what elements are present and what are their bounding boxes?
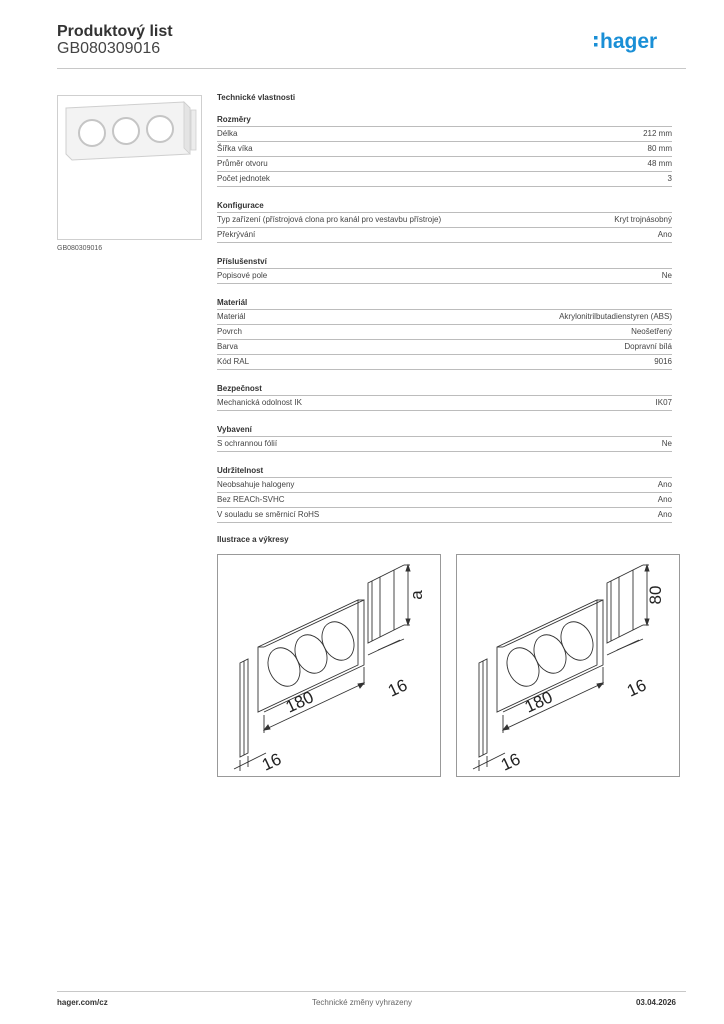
spec-label: Typ zařízení (přístrojová clona pro kanál pro vestavbu přístroje) xyxy=(217,215,442,224)
spec-row xyxy=(217,157,672,172)
spec-value: Ano xyxy=(657,230,672,239)
spec-value: 80 mm xyxy=(647,144,672,153)
spec-row xyxy=(217,142,672,157)
spec-row xyxy=(217,493,672,508)
footer-divider xyxy=(57,991,686,992)
hager-logo xyxy=(592,27,676,57)
section-safety xyxy=(217,382,672,411)
spec-row xyxy=(217,355,672,370)
spec-label: Překrývání xyxy=(217,230,256,239)
spec-value: 212 mm xyxy=(643,129,672,138)
spec-row xyxy=(217,228,672,243)
spec-row xyxy=(217,340,672,355)
page-title: Produktový list xyxy=(57,23,173,40)
spec-row xyxy=(217,127,672,142)
spec-row xyxy=(217,325,672,340)
spec-value: 3 xyxy=(667,174,672,183)
spec-label: Povrch xyxy=(217,327,242,336)
spec-value: Ano xyxy=(657,480,672,489)
dim-width-label: 180 xyxy=(282,687,317,717)
section-sustainability xyxy=(217,464,672,523)
logo-text: hager xyxy=(600,30,658,53)
section-title: Rozměry xyxy=(217,113,672,127)
section-equipment xyxy=(217,423,672,452)
dim-side-label: 16 xyxy=(624,675,650,701)
dimension-drawing-2 xyxy=(457,555,679,776)
spec-value: IK07 xyxy=(655,398,672,407)
spec-label: Délka xyxy=(217,129,238,138)
spec-row xyxy=(217,213,672,228)
spec-label: Šířka víka xyxy=(217,144,253,153)
spec-row xyxy=(217,172,672,187)
spec-value: Kryt trojnásobný xyxy=(614,215,672,224)
footer-notice: Technické změny vyhrazeny xyxy=(311,998,413,1007)
footer-date: 03.04.2026 xyxy=(635,998,676,1007)
product-image xyxy=(57,95,202,240)
spec-value: Ano xyxy=(657,510,672,519)
technical-drawing xyxy=(217,554,441,777)
spec-label: Mechanická odolnost IK xyxy=(217,398,302,407)
spec-value: Neošetřený xyxy=(631,327,672,336)
spec-label: Průměr otvoru xyxy=(217,159,268,168)
dim-base-label: 16 xyxy=(498,749,524,775)
dim-height-label: 80 xyxy=(646,585,665,605)
spec-row xyxy=(217,478,672,493)
dimension-drawing-1 xyxy=(218,555,440,776)
section-title: Udržitelnost xyxy=(217,464,672,478)
spec-row xyxy=(217,310,672,325)
spec-value: Ne xyxy=(661,271,672,280)
section-material xyxy=(217,296,672,370)
product-code: GB080309016 xyxy=(57,40,161,57)
spec-row xyxy=(217,396,672,411)
spec-label: S ochrannou fólií xyxy=(217,439,278,448)
section-configuration xyxy=(217,199,672,243)
illustrations-title: Ilustrace a výkresy xyxy=(217,535,289,544)
spec-label: Popisové pole xyxy=(217,271,268,280)
spec-row xyxy=(217,437,672,452)
specs-title: Technické vlastnosti xyxy=(217,93,296,102)
footer-website-link[interactable]: hager.com/cz xyxy=(57,998,108,1007)
spec-value: 48 mm xyxy=(647,159,672,168)
spec-label: Počet jednotek xyxy=(217,174,270,183)
section-title: Konfigurace xyxy=(217,199,672,213)
section-title: Vybavení xyxy=(217,423,672,437)
spec-value: Ano xyxy=(657,495,672,504)
section-title: Bezpečnost xyxy=(217,382,672,396)
cover-plate-illustration xyxy=(58,96,201,239)
technical-specs xyxy=(217,93,672,535)
spec-row xyxy=(217,508,672,523)
spec-value: 9016 xyxy=(654,357,672,366)
spec-row xyxy=(217,269,672,284)
technical-drawing xyxy=(456,554,680,777)
product-image-caption: GB080309016 xyxy=(57,245,103,252)
section-accessories xyxy=(217,255,672,284)
dim-base-label: 16 xyxy=(259,749,285,775)
spec-value: Akrylonitrilbutadienstyren (ABS) xyxy=(559,312,672,321)
section-dimensions xyxy=(217,113,672,187)
section-title: Materiál xyxy=(217,296,672,310)
header-divider xyxy=(57,68,686,69)
spec-label: Barva xyxy=(217,342,238,351)
spec-label: Materiál xyxy=(217,312,246,321)
spec-value: Dopravní bílá xyxy=(624,342,672,351)
dim-side-label: 16 xyxy=(385,675,411,701)
dim-width-label: 180 xyxy=(521,687,556,717)
spec-label: Neobsahuje halogeny xyxy=(217,480,295,489)
spec-label: V souladu se směrnicí RoHS xyxy=(217,510,320,519)
section-title: Příslušenství xyxy=(217,255,672,269)
spec-label: Kód RAL xyxy=(217,357,250,366)
dim-height-label: a xyxy=(407,590,426,600)
spec-label: Bez REACh-SVHC xyxy=(217,495,285,504)
spec-value: Ne xyxy=(661,439,672,448)
